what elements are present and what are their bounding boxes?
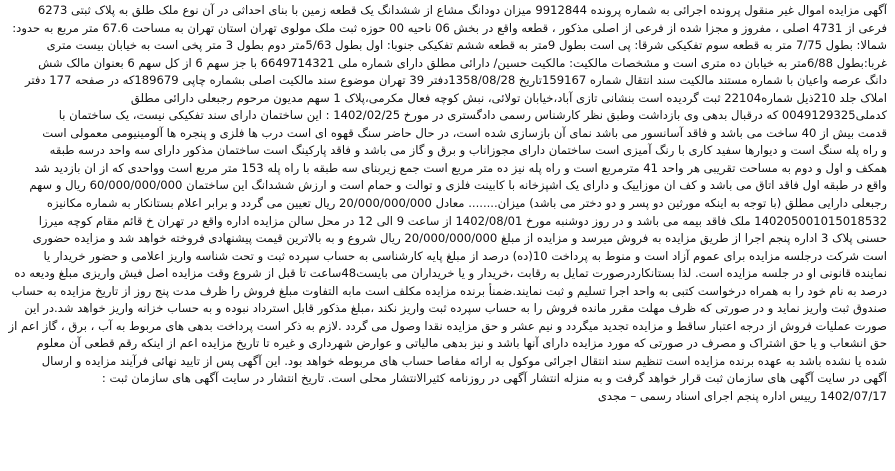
notice-line-1: آگهی مزایده اموال غیر منقول پرونده اجرائی به شماره پرونده 9912844 میزان دودانگ مشاع از ششدانگ یک قطعه زمین با بنای احداثی در آن نوع ملک طلق به پلاک ثبتی 6273 (37, 3, 887, 17)
notice-line-4: غربا:بطول 6/88متر به خیابان ده متری است و مشخصات مالکیت: مالکیت حسین/ دارائی مطلق دارای شماره ملی 6649714321 با جز سهم 6 از کل سهم 6 بعنوان مالک شش (38, 55, 887, 70)
notice-line-6: املاک جلد 210ذیل شماره22104 ثبت گردیده است بنشانی تازی آباد،خیابان تولائی، نبش کوچه فعال مکرمی،پلاک 1 سهم مدیون مرحوم رجبعلی دارائی مطلق (130, 90, 887, 105)
notice-line-19: صورت عملیات فروش از درجه اعتبار ساقط و مزایده تجدید میگردد و نیم عشر و حق مزایده نقدا وصول می گردد .لازم به ذکر است پرداخت بدهی های مربوط به آب ، برق ، گاز اعم از (8, 318, 887, 333)
notice-line-5: دانگ عرصه واعیان با شماره مستند مالکیت سند انتقال شماره 159167تاریخ 1358/08/28دفتر 39 تهران موضوع سند مالکیت اصلی بشماره چاپی 189679که در صفحه 177 دفتر (25, 73, 887, 88)
notice-line-7: کدملی0049129325 که درقبال بدهی وی بازداشت وطبق نظر کارشناس رسمی دادگستری در مورخ 1402/02/25 : این ساختمان دارای سند تفکیکی نیست، یک ساختمان با (58, 108, 887, 123)
notice-line-3: شمالا: بطول 7/75 متر به قطعه سوم تفکیکی شرقا: پی است بطول 9متر به قطعه ششم تفکیکی جنوبا: اول بطول 5/63متر دوم بطول 3 متر پخی است به خیابان بیست متری (46, 38, 887, 53)
notice-line-23: 1402/07/17 رییس اداره پنجم اجرای اسناد رسمی – مجدی (597, 389, 887, 404)
notice-signature-line (8, 406, 887, 424)
notice-line-21: شده یا نشده باشد به عهده برنده مزایده است تنظیم سند انتقال اجرائی موکول به ارائه مفاصا حساب های مربوطه خواهد بود. این آگهی پس از تایید نهائی فرآیند مزایده و ارسال (41, 353, 887, 368)
notice-line-2: فرعی از 4731 اصلی ، مفروز و مجزا شده از فرعی از اصلی مذکور ، قطعه واقع در بخش 06 ناحیه 00 حوزه ثبت ملک مولوی تهران استان تهران به مساحت 67.6 متر مربع به حدود: (12, 20, 887, 35)
notice-line-22: آگهی در سایت آگهی های سازمان ثبت قرار خواهد گرفت و به منزله انتشار آگهی در روزنامه کثیرالانتشار محلی است. تاریخ انتشار در سایت آگهی های سازمان ثبت : (101, 371, 887, 386)
notice-line-16: نماینده قانونی او در جلسه مزایده است. لذا بستانکاردرصورت تمایل به رقابت ،خریدار و یا خریداران می بایست48ساعت تا قبل از شروع وقت مزایده اصل فیش واریزی مبلغ ودیعه ده (14, 266, 887, 281)
notice-line-10: همکف و اول و دوم به مساحت تقریبی هر واحد 41 مترمربع است و راه پله نیز ده متر مربع است جمع زیربنای سه طبقه با راه پله 153 متر مربع است وواحدی که از ان بازدید شد (34, 160, 887, 175)
notice-line-14: حسنی پلاک 3 اداره پنجم اجرا از طریق مزایده به فروش میرسد و مزایده از مبلغ 20/000/000/000 ریال شروع و به بالاترین قیمت پیشنهادی فروخته خواهد شد و مزایده حضوری (32, 231, 887, 246)
notice-line-8: قدمت بیش از 40 ساخت می باشد و فاقد آسانسور می باشد نمای آن بازسازی شده است، در حال حاضر سنگ قهوه ای است درب ها فلزی و پنجره ها آلومینیومی معمولی است (42, 125, 887, 140)
notice-line-11: واقع در طبقه اول فاقد اتاق می باشد و کف ان موزاییک و دارای یک اشپزخانه با کابینت فلزی و توالت و حمام است و ارزش ششدانگ این ساختمان 60/000/000/000 ریال و سهم (29, 178, 887, 193)
notice-line-17: درصد به نام خود را به همراه درخواست کتبی به واحد اجرا تسلیم و ثبت نمایند.ضمنأ برنده مزایده مکلف است مابه التفاوت مبلغ فروش را ظرف مدت پنج روز از تاریخ مزایده به حساب (11, 283, 887, 298)
notice-line-15: است شرکت درجلسه مزایده برای عموم آزاد است و منوط به پرداخت 10(ده) درصد از مبلغ پایه کارشناسی به حساب سپرده ثبت و تحت شناسه واریز اعلامی و حضور خریدار یا (43, 248, 887, 263)
notice-line-12: رجبعلی دارایی مطلق (با توجه به اینکه مورثین دو پسر و دو دختر می باشد) میزان........ معادل 20/000/000/000 ریال تعیین می گردد و برابر اعلام بستانکار به شماره مکانیزه (46, 196, 887, 211)
notice-line-18: صندوق ثبت واریز نماید و در صورتی که ظرف مهلت مقرر مانده فروش را به حساب سپرده ثبت واریز نکند ،مبلغ مذکور قابل استرداد نبوده و به حساب خزانه واریز خواهد شد.در این (24, 301, 887, 316)
notice-line-13: 140205001015018532 ملک فاقد بیمه می باشد و در روز دوشنبه مورخ 1402/08/01 از ساعت 9 الی 12 در محل سالن مزایده اداره واقع در تهران خ قائم مقام کوچه میرزا (38, 213, 887, 228)
notice-line-20: حق انشعاب و یا حق اشتراک و مصرف در صورتی که مورد مزایده دارای آنها باشد و نیز بدهی مالیاتی و عوارض شهرداری و غیره تا تاریخ مزایده اعم از اینکه رقم قطعی آن معلوم (36, 336, 887, 351)
notice-line-9: و راه پله سنگ است و دیوارها سفید کاری با رنگ آمیزی است ساختمان دارای مجوزاناب و برق و گاز می باشد و فاقد پارکینگ است ساختمان مذکور دارای سه واحد درسه طبقه (49, 143, 887, 158)
